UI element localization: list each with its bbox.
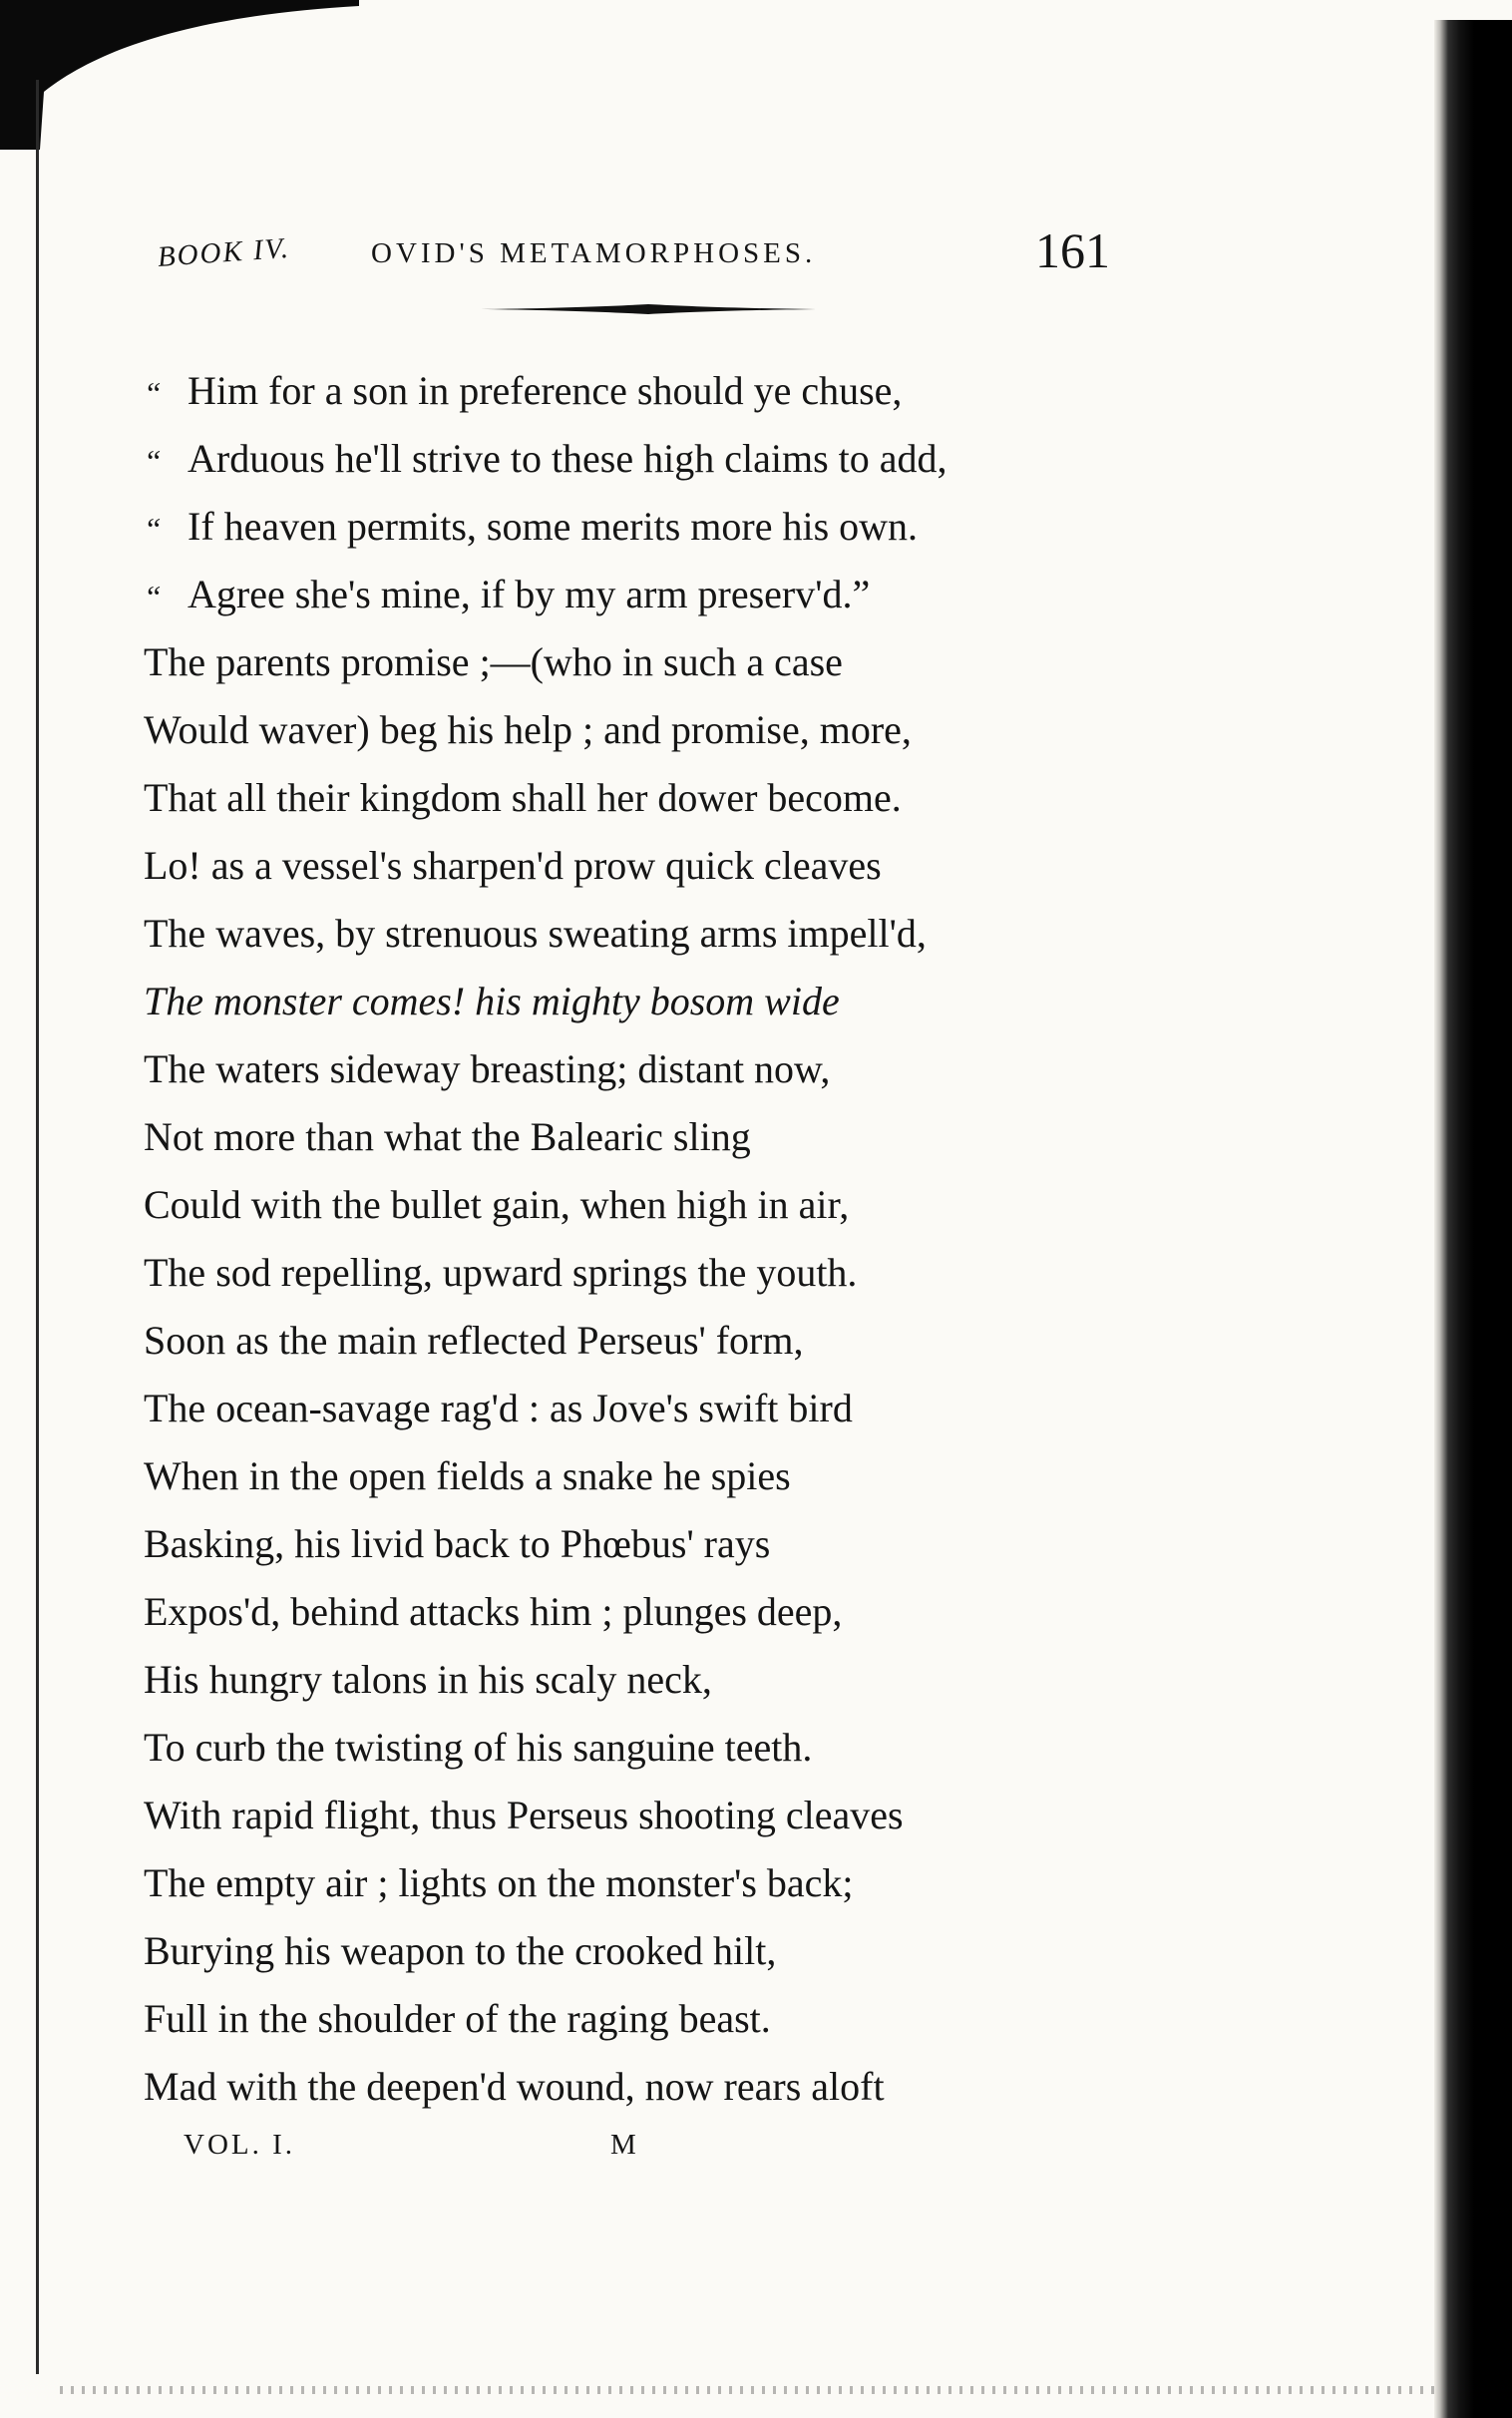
poem-line (144, 1442, 1141, 1510)
open-quote-mark: “ (144, 375, 162, 411)
poem-line-text: The monster comes! his mighty bosom wide (144, 979, 840, 1023)
poem-line-text: The empty air ; lights on the monster's back; (144, 1860, 854, 1905)
poem-line (144, 1782, 1141, 1849)
poem-line-text: Not more than what the Balearic sling (144, 1114, 751, 1159)
poem-line (144, 764, 1141, 832)
poem-line (144, 1849, 1141, 1917)
poem-line (144, 1375, 1141, 1442)
poem-line-text: Could with the bullet gain, when high in air, (144, 1182, 850, 1227)
poem-line (144, 696, 1141, 764)
open-quote-mark: “ (144, 443, 162, 479)
poem-line (144, 1985, 1141, 2053)
poem-text (144, 357, 1141, 2121)
book-label: BOOK IV. (156, 231, 291, 273)
poem-line (144, 1307, 1141, 1375)
poem-line-text: Agree she's mine, if by my arm preserv'd.” (188, 572, 871, 616)
scan-bottom-noise (60, 2386, 1436, 2394)
poem-line (144, 1103, 1141, 1171)
poem-line (144, 2053, 1141, 2121)
poem-line (144, 832, 1141, 900)
open-quote-mark: “ (144, 579, 162, 614)
header-rule (481, 303, 816, 315)
poem-line (144, 1646, 1141, 1714)
poem-line (144, 1578, 1141, 1646)
poem-line-text: The waves, by strenuous sweating arms impell'd, (144, 911, 927, 956)
poem-line-text: Expos'd, behind attacks him ; plunges deep, (144, 1589, 843, 1634)
scan-left-edge (36, 80, 39, 2374)
poem-line-text: Arduous he'll strive to these high claims to add, (188, 436, 947, 481)
poem-line-text: When in the open fields a snake he spies (144, 1453, 791, 1498)
poem-line-text: Mad with the deepen'd wound, now rears aloft (144, 2064, 885, 2109)
poem-line-text: The sod repelling, upward springs the youth. (144, 1250, 858, 1295)
running-title: OVID'S METAMORPHOSES. (371, 237, 817, 269)
poem-line (144, 628, 1141, 696)
poem-line-text: The parents promise ;—(who in such a case (144, 639, 843, 684)
poem-line-text: With rapid flight, thus Perseus shooting cleaves (144, 1793, 904, 1837)
scan-corner-shadow (0, 0, 359, 150)
poem-line (144, 968, 1141, 1035)
poem-line-text: Soon as the main reflected Perseus' form, (144, 1318, 804, 1363)
page-number: 161 (1035, 222, 1110, 278)
poem-line-text: Burying his weapon to the crooked hilt, (144, 1928, 777, 1973)
poem-line (144, 1171, 1141, 1239)
poem-line-text: Him for a son in preference should ye chuse, (188, 368, 903, 413)
volume-signature: VOL. I. (184, 2129, 296, 2161)
poem-line (144, 1035, 1141, 1103)
scan-right-edge (1434, 20, 1512, 2418)
poem-line-text: The ocean-savage rag'd : as Jove's swift bird (144, 1386, 853, 1430)
poem-line (144, 1510, 1141, 1578)
poem-line (144, 425, 1141, 493)
signature-mark: M (610, 2129, 636, 2161)
poem-line-text: Lo! as a vessel's sharpen'd prow quick cleaves (144, 843, 882, 888)
poem-line-text: If heaven permits, some merits more his own. (188, 504, 919, 549)
poem-line (144, 561, 1141, 628)
poem-line (144, 1917, 1141, 1985)
poem-line-text: His hungry talons in his scaly neck, (144, 1657, 712, 1702)
poem-line-text: Basking, his livid back to Phœbus' rays (144, 1521, 771, 1566)
poem-line-text: To curb the twisting of his sanguine teeth. (144, 1725, 813, 1770)
poem-line (144, 1239, 1141, 1307)
poem-line (144, 357, 1141, 425)
poem-line-text: Full in the shoulder of the raging beast. (144, 1996, 771, 2041)
poem-line-text: The waters sideway breasting; distant now, (144, 1046, 831, 1091)
poem-line (144, 493, 1141, 561)
poem-line (144, 1714, 1141, 1782)
poem-line-text: Would waver) beg his help ; and promise, more, (144, 707, 912, 752)
poem-line-text: That all their kingdom shall her dower become. (144, 775, 902, 820)
poem-line (144, 900, 1141, 968)
running-head (150, 221, 1147, 281)
open-quote-mark: “ (144, 511, 162, 547)
